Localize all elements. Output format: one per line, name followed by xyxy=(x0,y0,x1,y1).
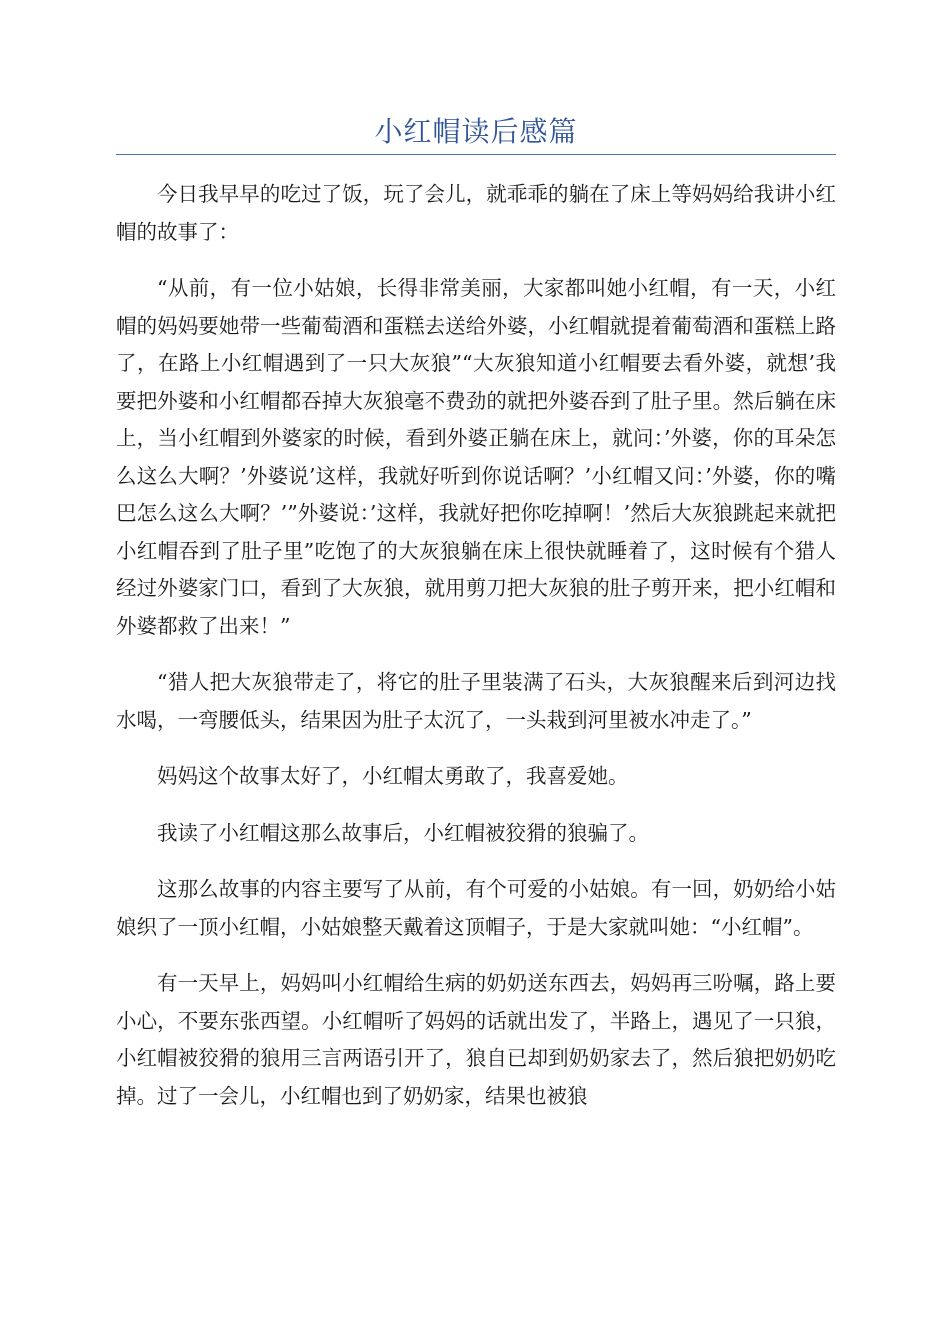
paragraph-6: 这那么故事的内容主要写了从前，有个可爱的小姑娘。有一回，奶奶给小姑娘织了一顶小红帽，小姑娘整天戴着这顶帽子，于是大家就叫她：“小红帽”。 xyxy=(116,877,836,939)
document-title: 小红帽读后感篇 xyxy=(374,115,578,148)
document-body xyxy=(116,176,836,1134)
paragraph-2: “从前，有一位小姑娘，长得非常美丽，大家都叫她小红帽，有一天，小红帽的妈妈要她带一些葡萄酒和蛋糕去送给外婆，小红帽就提着葡萄酒和蛋糕上路了，在路上小红帽遇到了一只大灰狼”“大灰狼知道小红帽要去看外婆，就想’我要把外婆和小红帽都吞掉大灰狼毫不费劲的就把外婆吞到了肚子里。然后躺在床上，当小红帽到外婆家的时候，看到外婆正躺在床上，就问：’外婆，你的耳朵怎么这么大啊？’外婆说’这样，我就好听到你说话啊？’小红帽又问：’外婆，你的嘴巴怎么这么大啊？’”外婆说：’这样，我就好把你吃掉啊！’然后大灰狼跳起来就把小红帽吞到了肚子里”吃饱了的大灰狼躺在床上很快就睡着了，这时候有个猎人经过外婆家门口，看到了大灰狼，就用剪刀把大灰狼的肚子剪开来，把小红帽和外婆都救了出来！” xyxy=(116,276,836,638)
title-underline xyxy=(116,154,836,155)
paragraph-7: 有一天早上，妈妈叫小红帽给生病的奶奶送东西去，妈妈再三吩嘱，路上要小心，不要东张西望。小红帽听了妈妈的话就出发了，半路上，遇见了一只狼，小红帽被狡猾的狼用三言两语引开了，狼自已却到奶奶家去了，然后狼把奶奶吃掉。过了一会儿，小红帽也到了奶奶家，结果也被狼 xyxy=(116,971,836,1108)
paragraph-1: 今日我早早的吃过了饭，玩了会儿，就乖乖的躺在了床上等妈妈给我讲小红帽的故事了： xyxy=(116,182,836,244)
paragraph-3: “猎人把大灰狼带走了，将它的肚子里装满了石头，大灰狼醒来后到河边找水喝，一弯腰低头，结果因为肚子太沉了，一头栽到河里被水冲走了。” xyxy=(116,670,836,732)
paragraph-4: 妈妈这个故事太好了，小红帽太勇敢了，我喜爱她。 xyxy=(157,764,629,788)
paragraph-5: 我读了小红帽这那么故事后，小红帽被狡猾的狼骗了。 xyxy=(157,820,649,845)
